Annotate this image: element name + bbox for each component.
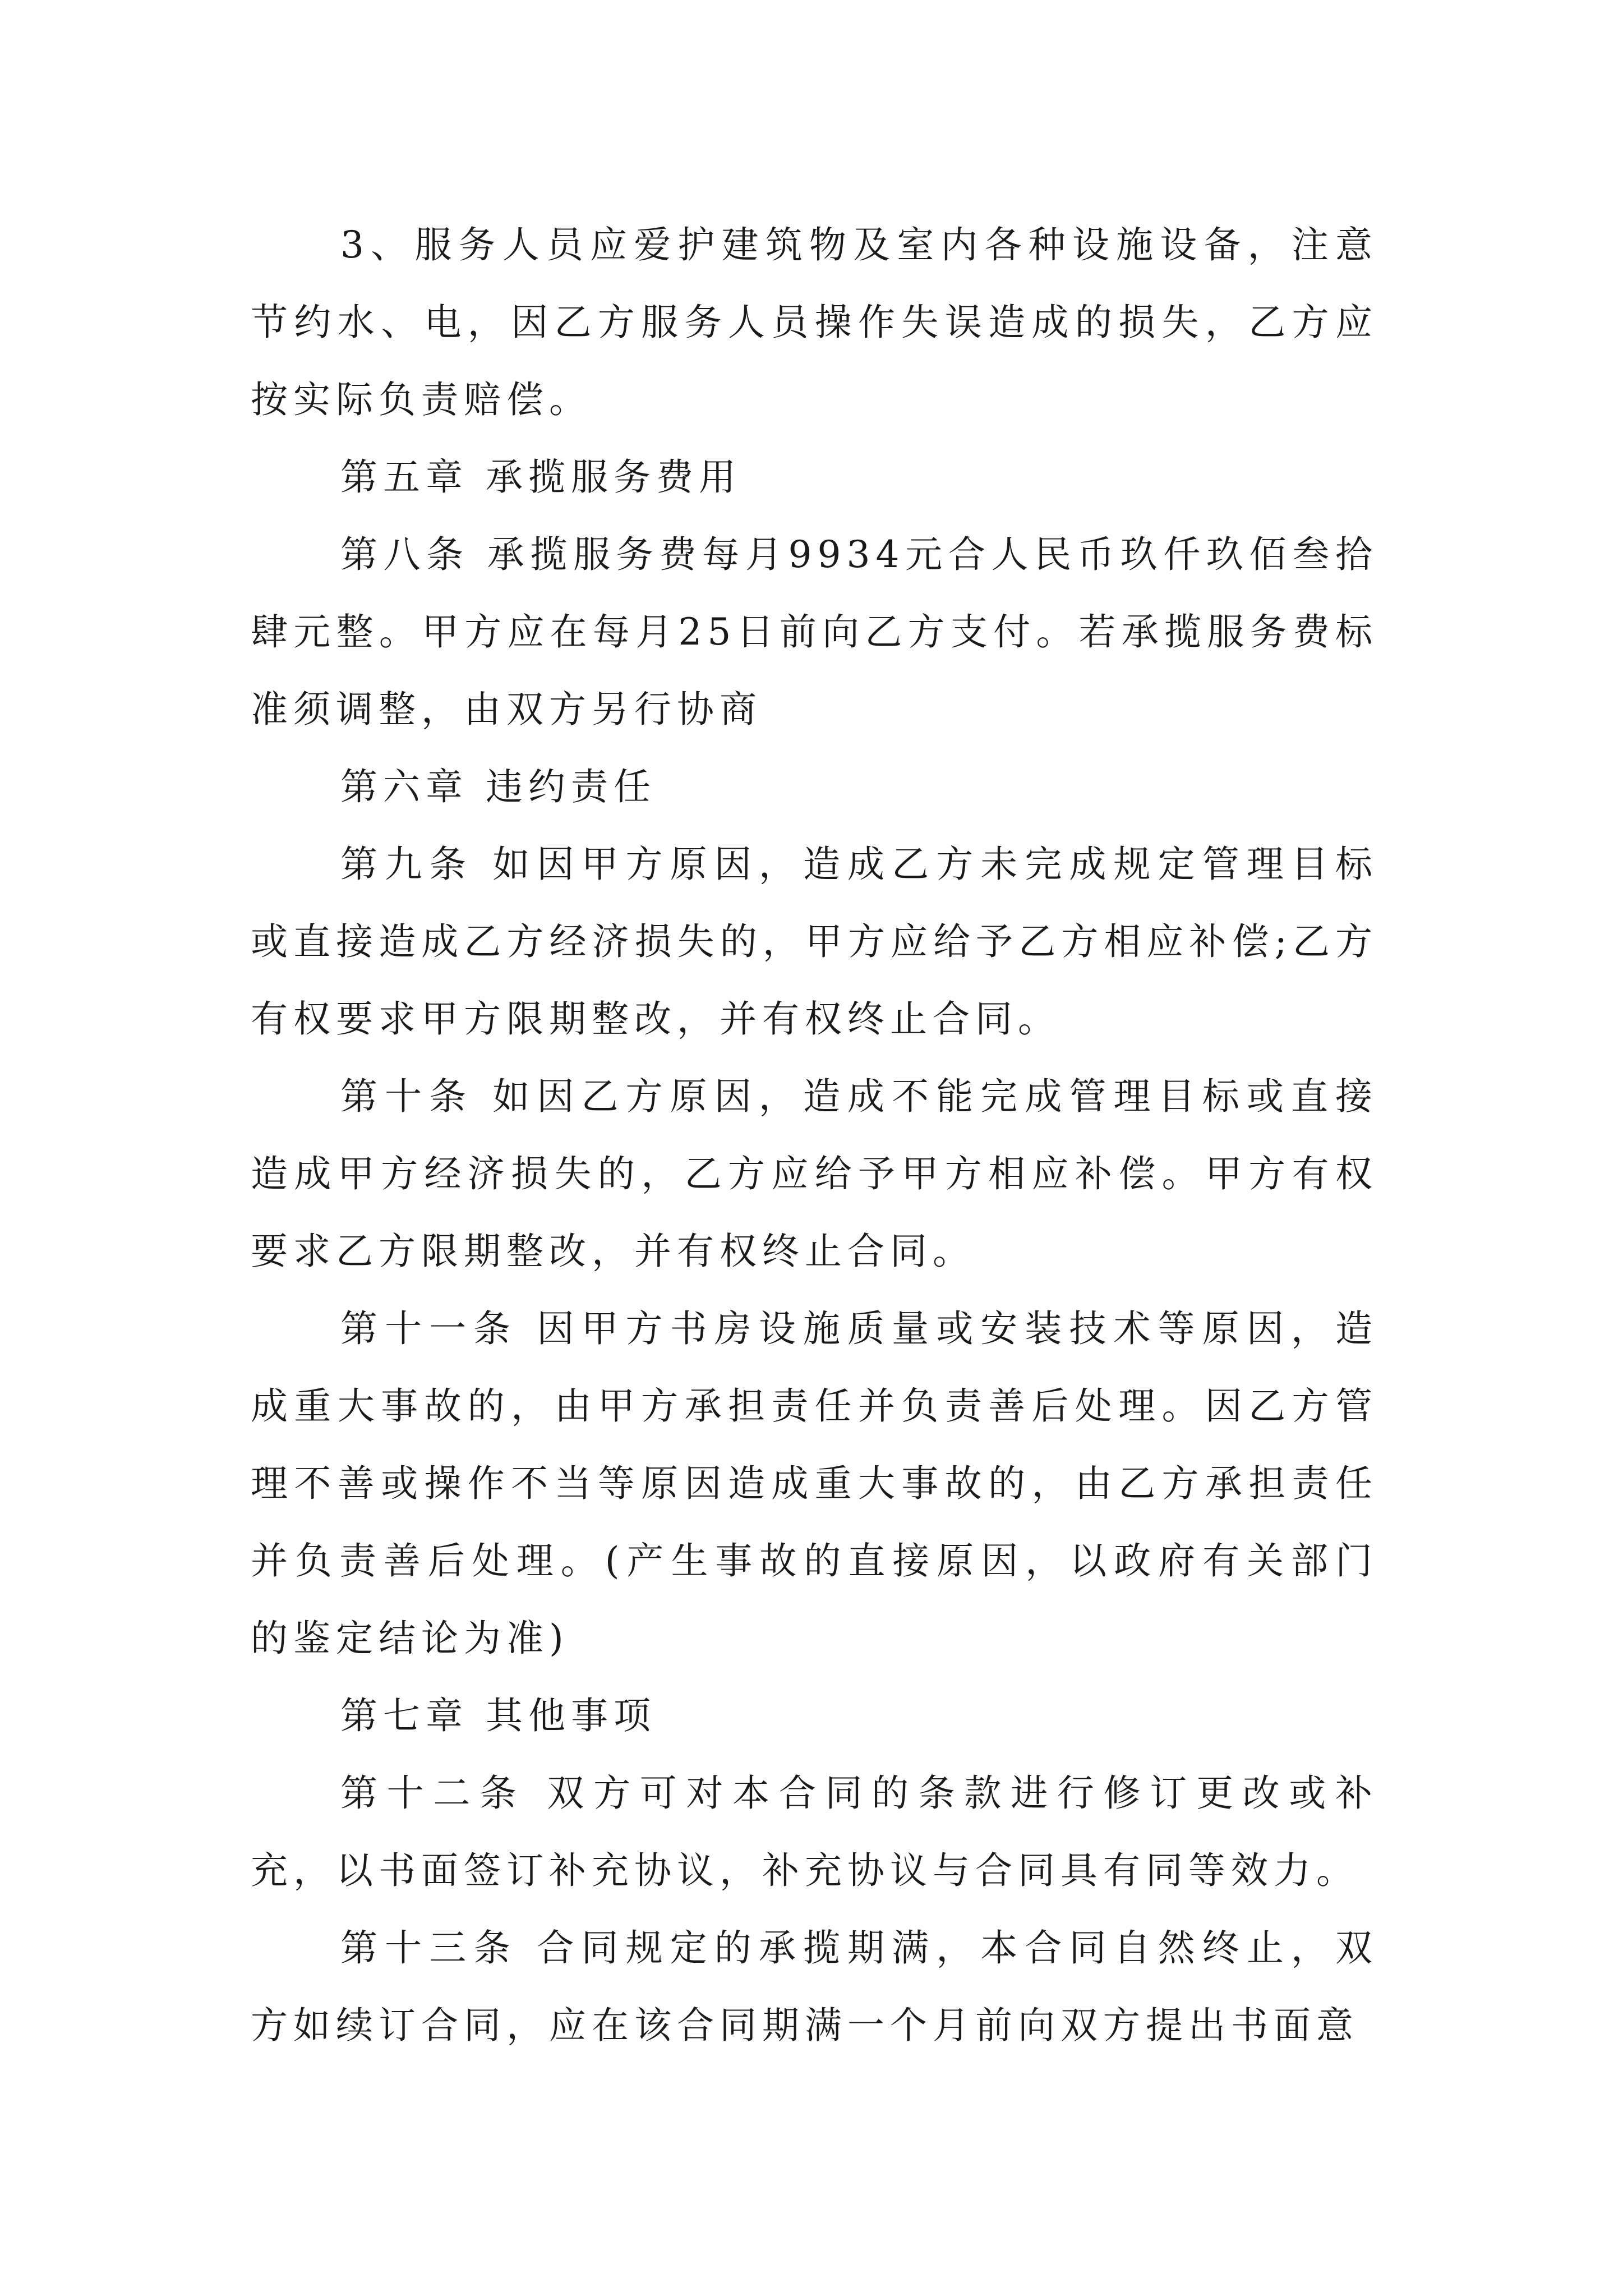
article-9-paragraph: 第九条 如因甲方原因，造成乙方未完成规定管理目标或直接造成乙方经济损失的，甲方应给予乙方相应补偿;乙方有权要求甲方限期整改，并有权终止合同。 <box>251 843 1378 1041</box>
chapter-7-heading: 第七章 其他事项 <box>340 1694 656 1737</box>
article-10-paragraph: 第十条 如因乙方原因，造成不能完成管理目标或直接造成甲方经济损失的，乙方应给予甲方相应补偿。甲方有权要求乙方限期整改，并有权终止合同。 <box>251 1075 1378 1273</box>
article-8-paragraph: 第八条 承揽服务费每月9934元合人民币玖仟玖佰叁拾肆元整。甲方应在每月25日前向乙方支付。若承揽服务费标准须调整，由双方另行协商 <box>251 533 1378 731</box>
article-11-paragraph: 第十一条 因甲方书房设施质量或安装技术等原因，造成重大事故的，由甲方承担责任并负责善后处理。因乙方管理不善或操作不当等原因造成重大事故的，由乙方承担责任并负责善后处理。(产生事故的直接原因，以政府有关部门的鉴定结论为准) <box>251 1307 1378 1660</box>
clause-3-paragraph: 3、服务人员应爱护建筑物及室内各种设施设备，注意节约水、电，因乙方服务人员操作失误造成的损失，乙方应按实际负责赔偿。 <box>251 223 1378 421</box>
document-body <box>251 206 1378 2064</box>
article-12-paragraph: 第十二条 双方可对本合同的条款进行修订更改或补充，以书面签订补充协议，补充协议与合同具有同等效力。 <box>251 1772 1378 1892</box>
chapter-6-heading: 第六章 违约责任 <box>340 765 656 808</box>
chapter-5-heading: 第五章 承揽服务费用 <box>340 455 741 499</box>
article-13-paragraph: 第十三条 合同规定的承揽期满，本合同自然终止，双方如续订合同，应在该合同期满一个月前向双方提出书面意 <box>251 1926 1378 2047</box>
